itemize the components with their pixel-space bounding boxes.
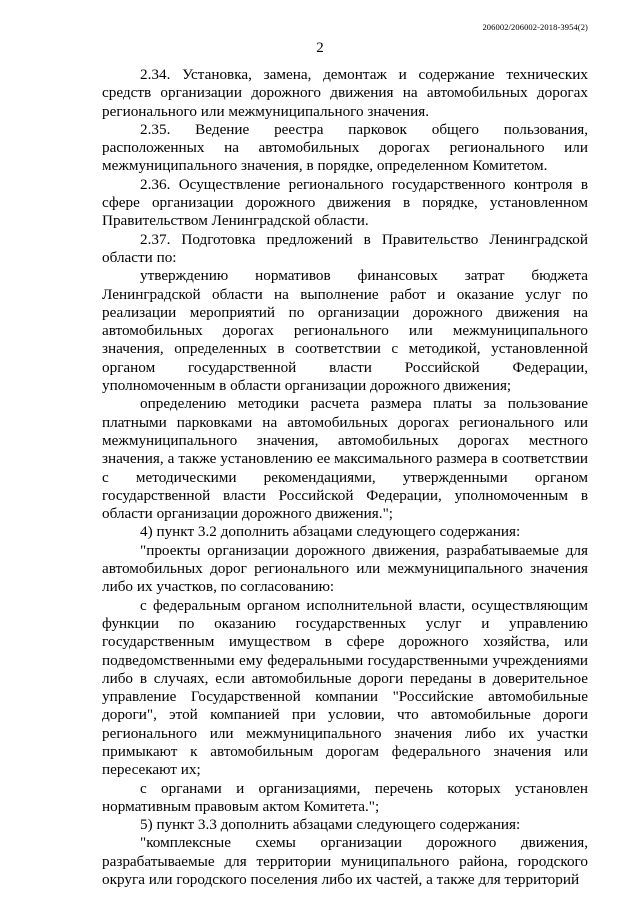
- document-body: [102, 66, 588, 889]
- paragraph-2-34: 2.34. Установка, замена, демонтаж и содержание технических средств организации дорожного движения на автомобильных дорогах регионального или межмуниципального значения.: [102, 66, 588, 120]
- paragraph-item-4: 4) пункт 3.2 дополнить абзацами следующего содержания:: [140, 523, 521, 541]
- paragraph-projects: "проекты организации дорожного движения, разрабатываемые для автомобильных дорог регионального или межмуниципального значения либо их участков, по согласованию:: [102, 541, 588, 596]
- paragraph-2-37: 2.37. Подготовка предложений в Правительство Ленинградской области по:: [102, 230, 588, 266]
- paragraph-normatives: утверждению нормативов финансовых затрат бюджета Ленинградской области на выполнение работ и оказание услуг по реализации мероприятий по организации дорожного движения на автомобильных дорогах регионального или межмуниципального значения, определенных в соответствии с методикой, установленной органом государственной власти Российской Федерации, уполномоченным в области организации дорожного движения;: [102, 267, 588, 395]
- paragraph-organizations: с органами и организациями, перечень которых установлен нормативным правовым актом Комитета.";: [102, 779, 588, 815]
- paragraph-methodology: определению методики расчета размера платы за пользование платными парковками на автомобильных дорогах регионального или межмуниципального значения, автомобильных дорогах местного значения, а также установлению ее максимального размера в соответствии с методическими рекомендациями, утвержденными органом государственной власти Российской Федерации, уполномоченным в области организации дорожного движения.";: [102, 395, 588, 523]
- document-id: 206002/206002-2018-3954(2): [482, 22, 588, 32]
- paragraph-2-35: 2.35. Ведение реестра парковок общего пользования, расположенных на автомобильных дорогах регионального или межмуниципального значения, в порядке, определенном Комитетом.: [102, 120, 588, 175]
- page-number: 2: [316, 40, 324, 56]
- paragraph-2-36: 2.36. Осуществление регионального государственного контроля в сфере организации дорожного движения в порядке, установленном Правительством Ленинградской области.: [102, 175, 588, 230]
- paragraph-item-5: 5) пункт 3.3 дополнить абзацами следующего содержания:: [140, 816, 521, 834]
- paragraph-federal-body: с федеральным органом исполнительной власти, осуществляющим функции по оказанию государственных услуг и управлению государственным имуществом в сфере дорожного хозяйства, или подведомственными ему федеральными государственными учреждениями либо в случаях, если автомобильные дороги переданы в доверительное управление Государственной компании "Российские автомобильные дороги", этой компанией при условии, что автомобильные дороги регионального или межмуниципального значения либо их участки примыкают к автомобильным дорогам федерального значения или пересекают их;: [102, 596, 588, 779]
- paragraph-complex-schemes: "комплексные схемы организации дорожного движения, разрабатываемые для территории муниципального района, городского округа или городского поселения либо их частей, а также для территорий: [102, 834, 588, 889]
